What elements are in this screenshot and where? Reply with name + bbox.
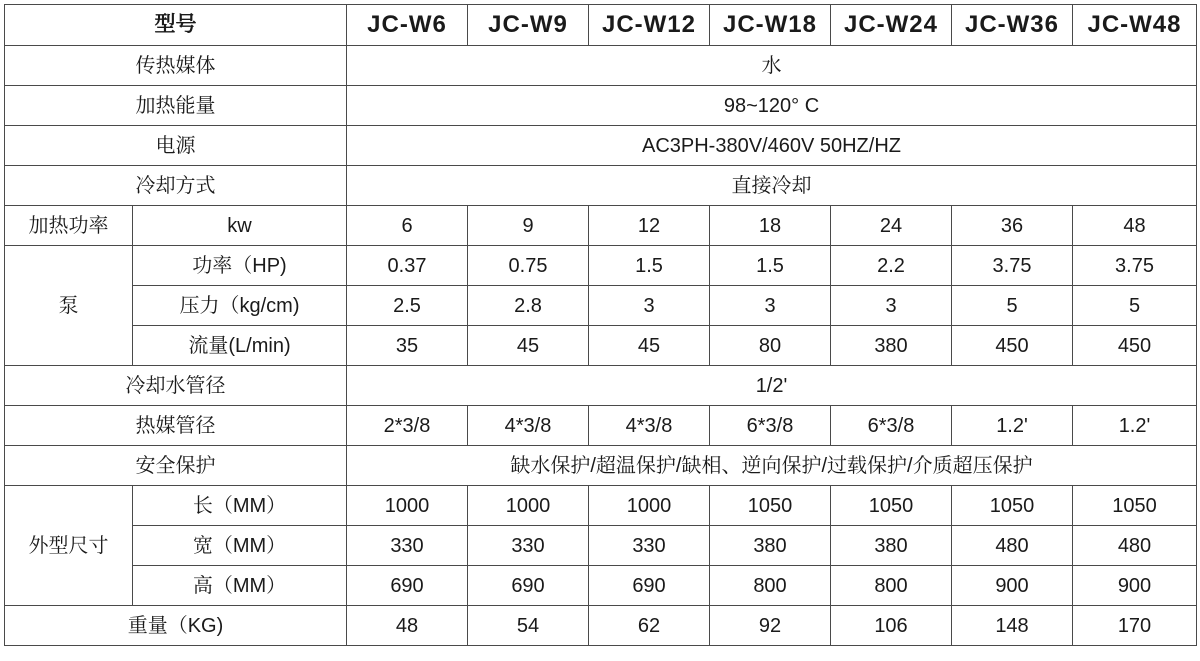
table-row (5, 526, 1197, 566)
table-cell: 1000 (347, 486, 468, 526)
table-cell: 480 (952, 526, 1073, 566)
table-row (5, 206, 1197, 246)
dimensions-label: 外型尺寸 (5, 486, 133, 606)
cooling-method-label: 冷却方式 (5, 166, 347, 206)
table-cell: 45 (589, 326, 710, 366)
table-cell: 2*3/8 (347, 406, 468, 446)
table-cell: 24 (831, 206, 952, 246)
table-cell: 48 (347, 606, 468, 646)
table-row (5, 446, 1197, 486)
table-row (5, 126, 1197, 166)
width-label: 宽（MM） (133, 526, 347, 566)
table-cell: 900 (1073, 566, 1197, 606)
table-cell: 2.5 (347, 286, 468, 326)
medium-label: 传热媒体 (5, 46, 347, 86)
header-row (5, 5, 1197, 46)
table-cell: 170 (1073, 606, 1197, 646)
table-cell: 3.75 (952, 246, 1073, 286)
heating-power-label: 加热功率 (5, 206, 133, 246)
model-header: JC-W36 (952, 5, 1073, 46)
pump-flow-label: 流量(L/min) (133, 326, 347, 366)
heating-energy-value: 98~120° C (347, 86, 1197, 126)
table-cell: 5 (952, 286, 1073, 326)
cooling-method-value: 直接冷却 (347, 166, 1197, 206)
table-cell: 5 (1073, 286, 1197, 326)
table-cell: 1050 (1073, 486, 1197, 526)
table-cell: 6 (347, 206, 468, 246)
table-cell: 480 (1073, 526, 1197, 566)
table-cell: 12 (589, 206, 710, 246)
table-cell: 690 (589, 566, 710, 606)
model-header: JC-W6 (347, 5, 468, 46)
table-cell: 35 (347, 326, 468, 366)
heat-pipe-label: 热媒管径 (5, 406, 347, 446)
table-cell: 330 (347, 526, 468, 566)
table-cell: 62 (589, 606, 710, 646)
table-row (5, 166, 1197, 206)
table-cell: 450 (952, 326, 1073, 366)
cooling-pipe-label: 冷却水管径 (5, 366, 347, 406)
table-cell: 4*3/8 (589, 406, 710, 446)
table-row (5, 86, 1197, 126)
table-cell: 2.8 (468, 286, 589, 326)
table-cell: 6*3/8 (831, 406, 952, 446)
table-cell: 9 (468, 206, 589, 246)
model-header: JC-W18 (710, 5, 831, 46)
table-cell: 1050 (952, 486, 1073, 526)
table-cell: 92 (710, 606, 831, 646)
cooling-pipe-value: 1/2' (347, 366, 1197, 406)
model-header-label: 型号 (5, 5, 347, 46)
table-row (5, 246, 1197, 286)
model-header: JC-W24 (831, 5, 952, 46)
table-cell: 1.5 (589, 246, 710, 286)
table-cell: 80 (710, 326, 831, 366)
table-cell: 380 (831, 526, 952, 566)
table-cell: 18 (710, 206, 831, 246)
heating-power-unit: kw (133, 206, 347, 246)
table-row (5, 486, 1197, 526)
pump-label: 泵 (5, 246, 133, 366)
safety-label: 安全保护 (5, 446, 347, 486)
model-header: JC-W9 (468, 5, 589, 46)
power-source-value: AC3PH-380V/460V 50HZ/HZ (347, 126, 1197, 166)
model-header: JC-W48 (1073, 5, 1197, 46)
table-cell: 48 (1073, 206, 1197, 246)
spec-table (4, 4, 1197, 646)
table-cell: 54 (468, 606, 589, 646)
table-cell: 330 (468, 526, 589, 566)
table-cell: 106 (831, 606, 952, 646)
table-cell: 900 (952, 566, 1073, 606)
table-row (5, 366, 1197, 406)
table-cell: 330 (589, 526, 710, 566)
table-cell: 380 (710, 526, 831, 566)
table-row (5, 566, 1197, 606)
table-cell: 36 (952, 206, 1073, 246)
table-cell: 1.2' (1073, 406, 1197, 446)
table-cell: 0.75 (468, 246, 589, 286)
table-cell: 1000 (589, 486, 710, 526)
weight-label: 重量（KG) (5, 606, 347, 646)
table-cell: 3 (589, 286, 710, 326)
table-cell: 3 (710, 286, 831, 326)
table-row (5, 46, 1197, 86)
model-header: JC-W12 (589, 5, 710, 46)
table-cell: 690 (347, 566, 468, 606)
heating-energy-label: 加热能量 (5, 86, 347, 126)
table-cell: 1000 (468, 486, 589, 526)
table-cell: 800 (831, 566, 952, 606)
table-row (5, 606, 1197, 646)
table-cell: 1050 (710, 486, 831, 526)
table-row (5, 286, 1197, 326)
safety-value: 缺水保护/超温保护/缺相、逆向保护/过载保护/介质超压保护 (347, 446, 1197, 486)
table-cell: 690 (468, 566, 589, 606)
table-cell: 450 (1073, 326, 1197, 366)
table-row (5, 326, 1197, 366)
table-cell: 0.37 (347, 246, 468, 286)
table-cell: 1.5 (710, 246, 831, 286)
table-cell: 380 (831, 326, 952, 366)
table-cell: 6*3/8 (710, 406, 831, 446)
table-cell: 2.2 (831, 246, 952, 286)
table-row (5, 406, 1197, 446)
table-cell: 148 (952, 606, 1073, 646)
pump-power-label: 功率（HP) (133, 246, 347, 286)
length-label: 长（MM） (133, 486, 347, 526)
table-cell: 1.2' (952, 406, 1073, 446)
height-label: 高（MM） (133, 566, 347, 606)
pump-pressure-label: 压力（kg/cm) (133, 286, 347, 326)
table-cell: 800 (710, 566, 831, 606)
table-cell: 3 (831, 286, 952, 326)
table-cell: 4*3/8 (468, 406, 589, 446)
table-cell: 1050 (831, 486, 952, 526)
table-cell: 3.75 (1073, 246, 1197, 286)
medium-value: 水 (347, 46, 1197, 86)
power-source-label: 电源 (5, 126, 347, 166)
table-cell: 45 (468, 326, 589, 366)
